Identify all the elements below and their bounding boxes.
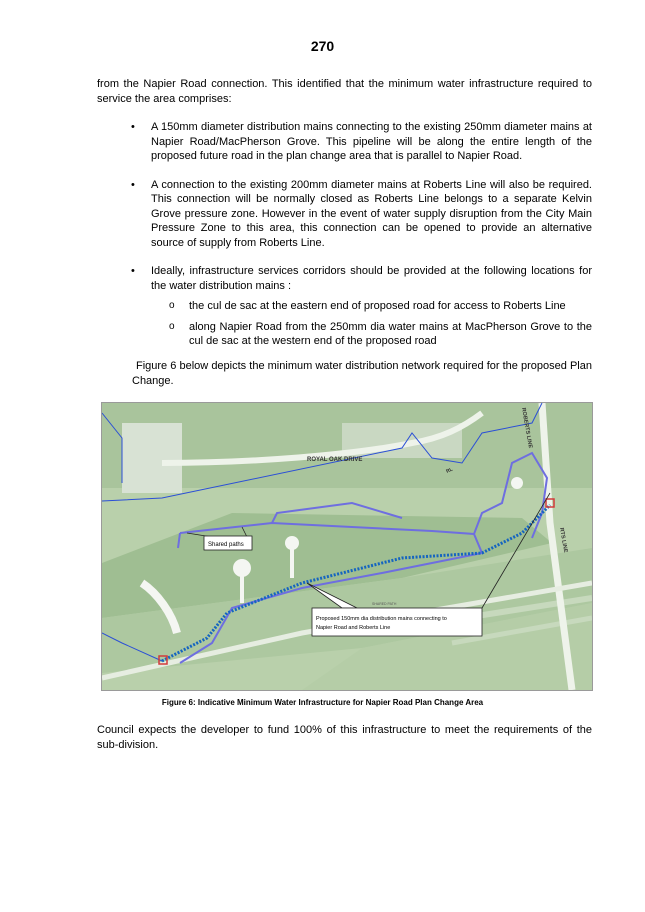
proposed-main-callout-line1: Proposed 150mm dia distribution mains connecting to [316, 616, 447, 622]
roberts-line-label-right: RTS LINE [558, 527, 569, 554]
shared-paths-callout-label: Shared paths [208, 542, 244, 548]
map-svg [102, 403, 592, 690]
cul-de-sac [511, 477, 523, 489]
sub-bullet-marker: o [169, 300, 175, 311]
sub-bullet-text: along Napier Road from the 250mm dia water mains at MacPherson Grove to the cul de sac at the western end of the proposed road [189, 320, 592, 347]
figure-caption: Figure 6: Indicative Minimum Water Infrastructure for Napier Road Plan Change Area [161, 698, 484, 707]
proposed-main-callout-line2: Napier Road and Roberts Line [316, 625, 391, 631]
bullet-text: Ideally, infrastructure services corridors should be provided at the following locations for the water distribution mains : [151, 265, 592, 292]
figure-map [101, 402, 593, 691]
bullet-item [97, 178, 592, 251]
page-number: 270 [310, 38, 335, 54]
road-rl-label: RL [445, 466, 454, 475]
shared-path-map-label: SHARED PATH [372, 602, 397, 606]
roberts-line-label-top: ROBERTS LINE [520, 407, 534, 449]
proposed-main-callout-box [312, 608, 482, 636]
royal-oak-drive-label: ROYAL OAK DRIVE [307, 457, 363, 463]
sub-bullet-text: the cul de sac at the eastern end of proposed road for access to Roberts Line [189, 300, 566, 312]
bullet-text: A 150mm diameter distribution mains connecting to the existing 250mm diameter mains at Napier Road/MacPherson Grove. This pipeline will be along the entire length of the proposed future road in the plan change area that is parallel to Napier Road. [151, 121, 592, 162]
closing-paragraph: Council expects the developer to fund 100% of this infrastructure to meet the requirements of the sub-division. [97, 724, 592, 751]
bullet-marker: • [131, 121, 135, 133]
figure-intro-paragraph: Figure 6 below depicts the minimum water distribution network required for the proposed Plan Change. [132, 360, 592, 387]
bullet-item [97, 264, 592, 349]
sub-bullet-item [151, 299, 592, 314]
bullet-marker: • [131, 178, 135, 191]
bullet-list [97, 120, 592, 363]
bullet-item [97, 120, 592, 164]
sub-bullet-list [151, 299, 592, 349]
bullet-marker: • [131, 265, 135, 277]
intro-paragraph: from the Napier Road connection. This identified that the minimum water infrastructure required to service the area comprises: [97, 78, 592, 105]
building-block [122, 423, 182, 493]
sub-bullet-item [151, 320, 592, 349]
sub-bullet-marker: o [169, 320, 175, 332]
bullet-text: A connection to the existing 200mm diameter mains at Roberts Line will also be required. This connection will be normally closed as Roberts Line belongs to a separate Kelvin Grove pressure zone. However in the event of water supply disruption from the City Main Pressure Zone to this area, this connection can be opened to provide an alternative source of supply from Roberts Line. [151, 178, 592, 249]
